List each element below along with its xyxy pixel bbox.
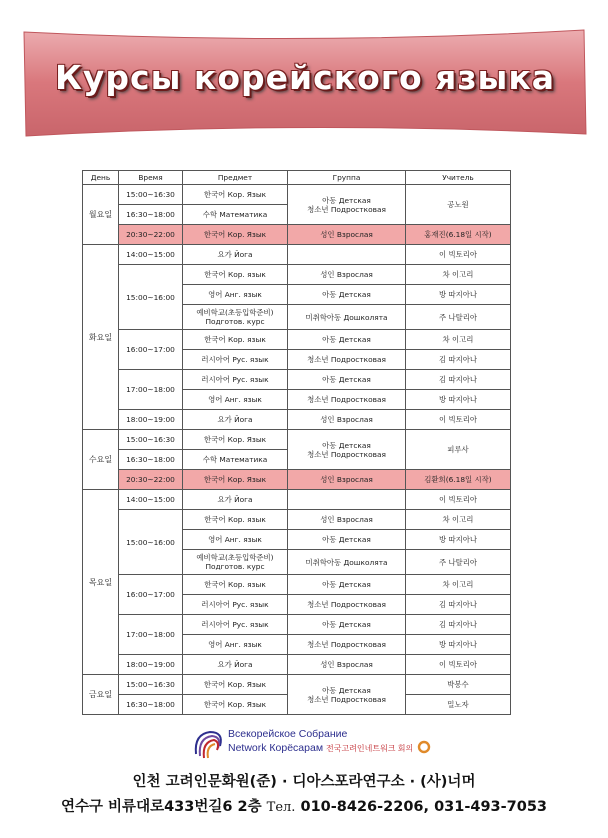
teacher-cell: 김 따지아나 (406, 615, 511, 635)
time-cell: 16:30~18:00 (119, 695, 183, 715)
subject-cell: 한국어 Кор. язык (183, 575, 288, 595)
group-cell: 성인 Взрослая (288, 510, 406, 530)
footer-tel-label: Тел. (266, 800, 296, 815)
time-cell: 14:00~15:00 (119, 490, 183, 510)
subject-cell: 한국어 Кор. язык (183, 265, 288, 285)
subject-cell: 요가 Йога (183, 410, 288, 430)
logo-text-network (228, 742, 413, 754)
group-cell: 아동 Детская (288, 615, 406, 635)
group-cell: 성인 Взрослая (288, 655, 406, 675)
time-cell: 15:00~16:30 (119, 430, 183, 450)
group-cell: 아동 Детская (288, 285, 406, 305)
time-cell: 20:30~22:00 (119, 225, 183, 245)
subject-cell: 러시아어 Рус. язык (183, 595, 288, 615)
subject-cell: 한국어 Кор. язык (183, 330, 288, 350)
teacher-cell: 홍재진(6.18일 시작) (406, 225, 511, 245)
page-title: Курсы корейского языка (54, 58, 556, 97)
subject-cell: 한국어 Кор. Язык (183, 430, 288, 450)
day-cell: 월요일 (83, 185, 119, 245)
group-cell: 아동 Детская (288, 530, 406, 550)
teacher-cell: 방 따지아나 (406, 635, 511, 655)
swirl-logo-icon (190, 724, 230, 764)
teacher-cell: 공노원 (406, 185, 511, 225)
teacher-cell: 주 나탈리아 (406, 305, 511, 330)
organization-logo (190, 722, 440, 766)
teacher-cell: 김 따지아나 (406, 350, 511, 370)
teacher-cell: 피루사 (406, 430, 511, 470)
subject-cell: 예비학교(초등입학준비) Подготов. курс (183, 305, 288, 330)
table-row-highlighted (83, 470, 511, 490)
subject-cell: 영어 Анг. язык (183, 635, 288, 655)
header-day: День (83, 171, 119, 185)
teacher-cell: 방 따지아나 (406, 390, 511, 410)
teacher-cell: 김환희(6.18일 시작) (406, 470, 511, 490)
table-header-row (83, 171, 511, 185)
table-row (83, 510, 511, 530)
subject-cell: 한국어 Кор. язык (183, 510, 288, 530)
subject-cell: 러시아어 Рус. язык (183, 370, 288, 390)
group-cell: 성인 Взрослая (288, 225, 406, 245)
time-cell: 17:00~18:00 (119, 615, 183, 655)
group-cell: 성인 Взрослая (288, 410, 406, 430)
time-cell: 16:00~17:00 (119, 575, 183, 615)
header-time: Время (119, 171, 183, 185)
table-row-highlighted (83, 225, 511, 245)
group-cell: 청소년 Подростковая (288, 635, 406, 655)
time-cell: 15:00~16:00 (119, 510, 183, 575)
time-cell: 16:30~18:00 (119, 450, 183, 470)
teacher-cell: 김 따지아나 (406, 370, 511, 390)
time-cell: 16:00~17:00 (119, 330, 183, 370)
subject-cell: 한국어 Кор. Язык (183, 695, 288, 715)
table-row (83, 655, 511, 675)
subject-cell: 러시아어 Рус. язык (183, 350, 288, 370)
ring-logo-icon (417, 740, 431, 754)
teacher-cell: 이 빅토리아 (406, 490, 511, 510)
time-cell: 15:00~16:00 (119, 265, 183, 330)
group-cell: 미취학아동 Дошколята (288, 305, 406, 330)
teacher-cell: 김 따지아나 (406, 595, 511, 615)
header-group: Группа (288, 171, 406, 185)
subject-cell: 요가 Йога (183, 655, 288, 675)
group-cell: 아동 Детская 청소년 Подростковая (288, 185, 406, 225)
group-cell: 아동 Детская 청소년 Подростковая (288, 430, 406, 470)
subject-cell: 영어 Анг. язык (183, 285, 288, 305)
time-cell: 15:00~16:30 (119, 675, 183, 695)
time-cell: 17:00~18:00 (119, 370, 183, 410)
footer-contact (0, 795, 608, 816)
subject-cell: 요가 Йога (183, 245, 288, 265)
time-cell: 15:00~16:30 (119, 185, 183, 205)
teacher-cell: 차 이고리 (406, 330, 511, 350)
subject-cell: 요가 Йога (183, 490, 288, 510)
logo-text-kr: 전국고려인네트워크 회의 (325, 744, 414, 753)
teacher-cell: 이 빅토리아 (406, 655, 511, 675)
table-row (83, 265, 511, 285)
teacher-cell: 방 따지아나 (406, 285, 511, 305)
time-cell: 18:00~19:00 (119, 410, 183, 430)
group-cell: 아동 Детская (288, 575, 406, 595)
day-cell: 수요일 (83, 430, 119, 490)
logo-network-label: Network Корёсарам (228, 742, 324, 754)
teacher-cell: 차 이고리 (406, 265, 511, 285)
day-cell: 금요일 (83, 675, 119, 715)
teacher-cell: 차 이고리 (406, 575, 511, 595)
group-cell: 아동 Детская (288, 330, 406, 350)
time-cell: 14:00~15:00 (119, 245, 183, 265)
header-teacher: Учитель (406, 171, 511, 185)
group-cell: 성인 Взрослая (288, 470, 406, 490)
subject-cell: 수학 Математика (183, 205, 288, 225)
group-cell (288, 490, 406, 510)
subject-cell: 한국어 Кор. Язык (183, 675, 288, 695)
subject-cell: 영어 Анг. язык (183, 530, 288, 550)
group-cell: 청소년 Подростковая (288, 595, 406, 615)
day-cell: 목요일 (83, 490, 119, 675)
table-row (83, 575, 511, 595)
table-row (83, 185, 511, 205)
time-cell: 18:00~19:00 (119, 655, 183, 675)
teacher-cell: 차 이고리 (406, 510, 511, 530)
time-cell: 16:30~18:00 (119, 205, 183, 225)
table-row (83, 675, 511, 695)
header-subject: Предмет (183, 171, 288, 185)
subject-cell: 영어 Анг. язык (183, 390, 288, 410)
subject-cell: 러시아어 Рус. язык (183, 615, 288, 635)
subject-cell: 예비학교(초등입학준비) Подготов. курс (183, 550, 288, 575)
subject-cell: 한국어 Кор. Язык (183, 185, 288, 205)
teacher-cell: 이 빅토리아 (406, 410, 511, 430)
teacher-cell: 이 빅토리아 (406, 245, 511, 265)
group-cell: 아동 Детская 청소년 Подростковая (288, 675, 406, 715)
time-cell: 20:30~22:00 (119, 470, 183, 490)
table-row (83, 430, 511, 450)
group-cell: 성인 Взрослая (288, 265, 406, 285)
group-cell: 청소년 Подростковая (288, 350, 406, 370)
table-row (83, 245, 511, 265)
group-cell: 미취학아동 Дошколята (288, 550, 406, 575)
teacher-cell: 밀노자 (406, 695, 511, 715)
logo-text-ru: Всекорейское Собрание (228, 728, 348, 740)
day-cell: 화요일 (83, 245, 119, 430)
title-banner (22, 28, 588, 138)
subject-cell: 한국어 Кор. Язык (183, 225, 288, 245)
schedule-table (82, 170, 511, 715)
group-cell: 청소년 Подростковая (288, 390, 406, 410)
table-row (83, 330, 511, 350)
teacher-cell: 주 나탈리아 (406, 550, 511, 575)
table-row (83, 615, 511, 635)
footer-address: 연수구 비류대로433번길6 2층 (60, 799, 262, 815)
teacher-cell: 박봉수 (406, 675, 511, 695)
footer-tel: 010-8426-2206, 031-493-7053 (300, 799, 547, 815)
group-cell: 아동 Детская (288, 370, 406, 390)
group-cell (288, 245, 406, 265)
teacher-cell: 방 따지아나 (406, 530, 511, 550)
table-row (83, 490, 511, 510)
table-row (83, 410, 511, 430)
subject-cell: 한국어 Кор. Язык (183, 470, 288, 490)
table-row (83, 370, 511, 390)
footer-organizations: 인천 고려인문화원(준) · 디아스포라연구소 · (사)너머 (132, 774, 476, 790)
subject-cell: 수학 Математика (183, 450, 288, 470)
